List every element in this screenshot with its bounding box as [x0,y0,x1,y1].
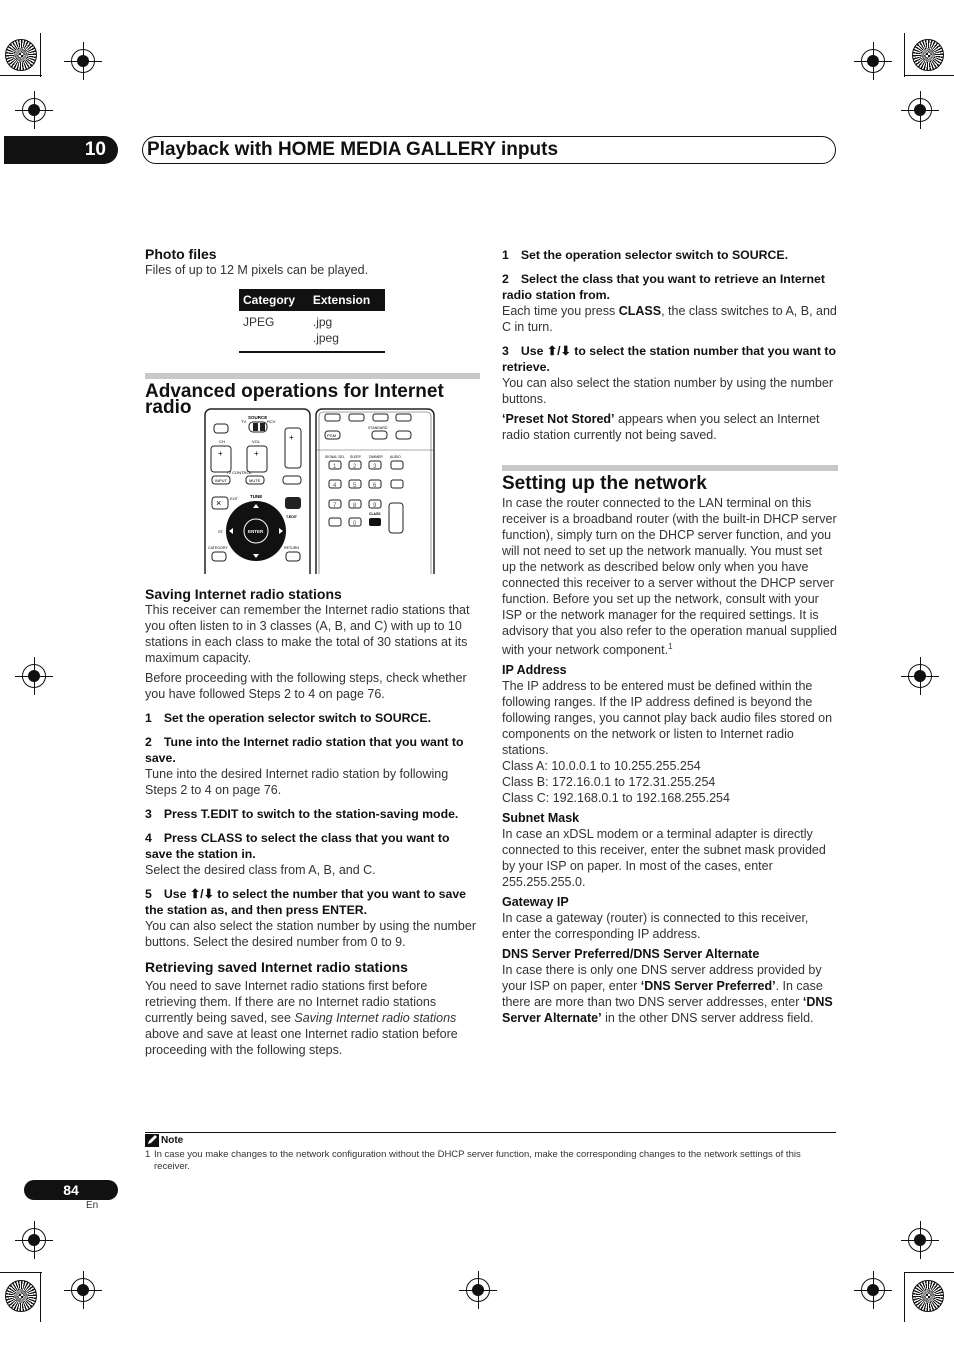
remote-label-mute: MUTE [249,478,261,483]
section-rule [145,373,480,379]
extension-jpeg: .jpeg [312,331,339,345]
registration-mark [22,1228,46,1252]
subnet-mask-body: In case an xDSL modem or a terminal adapter is directly connected to this receiver, enter the subnet mask provided by your ISP on paper. In most of the cases, enter 255.255.255.0. [502,827,826,890]
dns-server-body: In case there is only one DNS server address provided by your ISP on paper, enter ‘DNS Server Preferred’. In case there are more than two DNS server addresses, enter ‘DNS Server Alternate’ in the other DNS server address field. [502,963,833,1026]
step-text: to select the station number that you want to retrieve. [502,344,836,374]
remote-label-dimmer: DIMMER [369,455,383,459]
table-cell-extension [309,311,385,352]
svg-text:0: 0 [353,521,357,527]
right-column [502,247,838,1026]
crop-line [904,1272,905,1322]
step-text: Set the operation selector switch to SOURCE. [163,711,432,725]
note-rule [145,1132,836,1133]
registration-mark [466,1278,490,1302]
retrieving-step-3-body: You can also select the station number by using the number buttons. [502,376,833,406]
table-header-category: Category [239,289,309,311]
saving-step-4-body: Select the desired class from A, B, and C. [145,863,376,877]
remote-label-rcv: RCV [267,419,276,424]
saving-p1: This receiver can remember the Internet radio stations that you often listen to in 3 classes (A, B, and C) with up to 10 stations in each class to make the total of 30 stations at its maximum capacity. [145,603,470,665]
crop-line [0,75,42,76]
step-text: Tune into the Internet radio station that you want to save. [145,735,464,765]
svg-text:2: 2 [353,464,357,470]
color-registration-mark [5,1280,37,1312]
step-number: 2 [145,735,152,749]
step-number: 5 [145,887,152,901]
footnote-number: 1 [145,1149,151,1160]
language-code: En [86,1200,99,1211]
registration-mark [908,1228,932,1252]
section-rule [502,465,838,471]
remote-label-signal-sel: SIGNAL SEL [325,455,345,459]
remote-label-sleep: SLEEP [350,455,361,459]
retrieving-step-2-body: Each time you press CLASS, the class switches to A, B, and C in turn. [502,304,837,334]
retrieving-step-3 [502,343,838,375]
registration-mark [22,98,46,122]
saving-step-5-body: You can also select the station number by using the number buttons. Select the desired number from 0 to 9. [145,919,476,949]
svg-text:×: × [216,498,222,508]
step-number: 2 [502,272,509,286]
svg-text:+: + [218,449,223,458]
svg-text:+: + [289,433,294,442]
svg-text:1: 1 [333,464,337,470]
table-cell-category: JPEG [243,315,275,329]
step-text: Use [520,344,544,358]
remote-label-t-edit: T.EDIT [286,515,297,519]
step-number: 3 [502,344,509,358]
remote-label-class: CLASS [369,512,381,516]
left-column [145,246,480,416]
remote-label-source: SOURCE [248,415,268,420]
remote-label-input: INPUT [215,478,227,483]
crop-line [40,1272,41,1322]
remote-label-exit: EXIT [230,497,238,501]
gateway-ip-body: In case a gateway (router) is connected to this receiver, enter the corresponding IP address. [502,911,809,942]
note-label: Note [161,1134,184,1146]
class-b-range: Class B: 172.16.0.1 to 172.31.255.254 [502,775,716,790]
ip-address-heading: IP Address [502,663,567,678]
remote-label-category: CATEGORY [208,546,228,550]
step-number: 4 [145,831,152,845]
svg-text:9: 9 [373,503,377,509]
network-intro: In case the router connected to the LAN terminal on this receiver is a broadband router (with the built-in DHCP server function), simply turn on the DHCP server function, and you will not need to set up the network manually. You must set up the network as described below only when you have connected this receiver to a server without the DHCP server function. Before you set up the network, consult with your ISP or the network manager for the required settings. It is advisory that you also refer to the operation manual supplied with your network component.$^1$ [502,496,837,658]
up-down-arrow-icon: ⬆/⬇ [189,887,214,901]
step-text: Use [163,887,187,901]
step-text: Press T.EDIT to switch to the station-saving mode. [163,807,459,821]
network-heading: Setting up the network [502,473,707,494]
saving-step-2 [145,734,480,766]
svg-text:6: 6 [373,483,377,489]
retrieving-p1: You need to save Internet radio stations first before retrieving them. If there are no Internet radio stations currently being saved, see Saving Internet radio stations above and save at least one Internet radio station before proceeding with the following steps. [145,979,458,1057]
registration-mark [71,1278,95,1302]
chapter-title: Playback with HOME MEDIA GALLERY inputs [142,136,836,164]
step-number: 1 [502,248,509,262]
registration-mark [861,49,885,73]
advanced-heading: Advanced operations for Internet radio [145,381,444,418]
crop-line [0,1272,42,1273]
svg-text:4: 4 [333,483,337,489]
color-registration-mark [5,39,37,71]
remote-label-enter: ENTER [248,529,264,534]
extension-jpg: .jpg [312,315,333,329]
up-down-arrow-icon: ⬆/⬇ [546,344,571,358]
step-text: to select the number that you want to save the station as, and then press ENTER. [145,887,466,917]
registration-mark [861,1278,885,1302]
remote-label-standard: STANDARD [368,426,388,430]
remote-label-vol: VOL [252,439,261,444]
cross-reference: Saving Internet radio stations [294,1011,457,1025]
page-number: 84 [24,1180,118,1200]
step-number: 3 [145,807,152,821]
remote-control-illustration [204,408,437,574]
svg-text:3: 3 [373,464,377,470]
footnote-ref: 1 [668,642,673,651]
crop-line [904,1272,954,1273]
registration-mark [908,664,932,688]
crop-line [904,33,905,77]
remote-label-ch: CH [219,439,225,444]
registration-mark [71,49,95,73]
note-header [145,1133,183,1147]
chapter-number: 10 [4,136,118,164]
remote-label-tv-control: TV CONTROL [226,470,252,475]
saving-step-4 [145,830,480,862]
table-row [239,311,385,352]
saving-step-2-body: Tune into the desired Internet radio station by following Steps 2 to 4 on page 76. [145,767,449,797]
svg-text:7: 7 [333,503,337,509]
step-text: Select the class that you want to retrieve an Internet radio station from. [502,272,825,302]
dns-server-heading: DNS Server Preferred/DNS Server Alternate [502,947,760,962]
ip-address-body: The IP address to be entered must be defined within the following ranges. If the IP address defined is beyond the following ranges, you cannot play back audio files stored on components on the network or listen to Internet radio stations. [502,679,833,758]
saving-p2: Before proceeding with the following steps, check whether you have followed Steps 2 to 4 on page 76. [145,671,467,701]
step-text: Set the operation selector switch to SOURCE. [520,248,789,262]
photo-files-heading: Photo files [145,246,217,262]
saving-step-5 [145,886,480,918]
retrieving-heading: Retrieving saved Internet radio stations [145,959,408,975]
table-header-row [239,289,385,311]
saving-step-1 [145,710,480,726]
retrieving-step-1 [502,247,838,263]
saving-step-3 [145,806,480,822]
remote-label-return: RETURN [284,546,299,550]
remote-label-tv: TV [241,419,247,424]
remote-control-svg [204,408,437,574]
class-c-range: Class C: 192.168.0.1 to 192.168.255.254 [502,791,730,806]
footnote [145,1149,837,1173]
svg-text:+: + [254,449,259,458]
registration-mark [908,98,932,122]
step-number: 1 [145,711,152,725]
footnote-text: In case you make changes to the network configuration without the DHCP server function, make the corresponding changes to the network settings of this receiver. [154,1149,801,1172]
registration-mark [22,664,46,688]
retrieving-step-2 [502,271,838,303]
crop-line [904,75,954,76]
remote-label-audio: AUDIO [390,455,401,459]
class-a-range: Class A: 10.0.0.1 to 10.255.255.254 [502,759,701,774]
color-registration-mark [912,39,944,71]
preset-not-stored-note: ‘Preset Not Stored’ appears when you select an Internet radio station currently not being saved. [502,412,820,442]
step-text: Press CLASS to select the class that you want to save the station in. [145,831,450,861]
svg-text:5: 5 [353,483,357,489]
crop-line [40,33,41,77]
left-column-lower [145,586,480,1058]
color-registration-mark [912,1280,944,1312]
remote-label-tune: TUNE [250,494,263,499]
gateway-ip-heading: Gateway IP [502,895,569,910]
file-type-table [239,289,385,353]
photo-files-text: Files of up to 12 M pixels can be played. [145,263,369,277]
svg-text:8: 8 [353,503,357,509]
subnet-mask-heading: Subnet Mask [502,811,580,826]
remote-label-st: ST [218,529,224,534]
note-pencil-icon [145,1134,159,1147]
table-header-extension: Extension [309,289,385,311]
saving-heading: Saving Internet radio stations [145,586,342,602]
remote-label-pgm: PGM [327,433,337,438]
